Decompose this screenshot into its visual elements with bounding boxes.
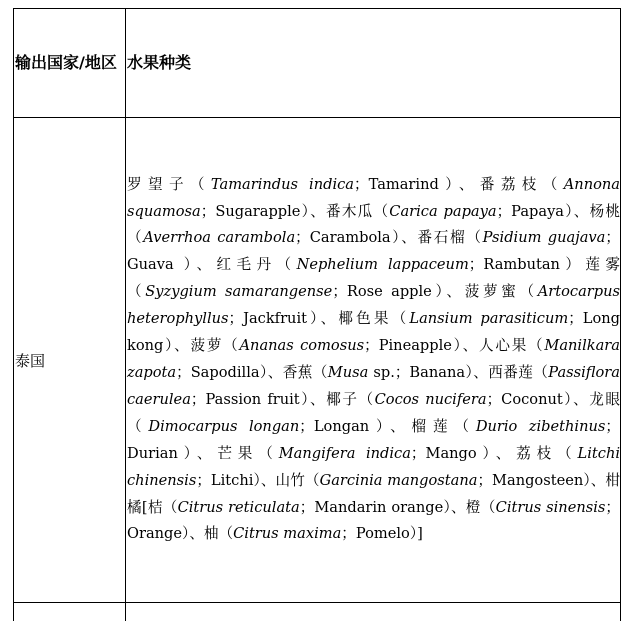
fruit-common-text: ；Pomelo）] <box>341 525 423 542</box>
scientific-name: Dimocarpus longan <box>148 418 299 435</box>
scientific-name: Manilkara zapota <box>127 337 620 381</box>
fruit-common-text: ；Pineapple）、人心果（ <box>364 337 544 354</box>
fruit-common-text: ；Guava ）、红毛丹（ <box>127 229 620 273</box>
fruit-common-text: ；Litchi）、山竹（ <box>196 472 319 489</box>
fruit-common-text: ；Longan）、榴莲（ <box>299 418 476 435</box>
fruit-common-text: ；Papaya）、杨桃（ <box>127 203 620 247</box>
scientific-name: Musa <box>328 364 369 381</box>
fruit-common-text: 罗望子（ <box>127 176 211 193</box>
scientific-name: Citrus reticulata <box>178 499 300 516</box>
scientific-name: Citrus sinensis <box>496 499 606 516</box>
fruit-common-text: ；Mangosteen）、柑橘[桔（ <box>127 472 620 516</box>
fruit-common-text: ；Sapodilla）、香蕉（ <box>176 364 328 381</box>
fruit-list-cell <box>126 603 621 621</box>
table-row <box>14 118 621 603</box>
fruit-common-text: ；Passion fruit）、椰子（ <box>191 391 375 408</box>
header-cell-fruit <box>126 9 621 118</box>
scientific-name: Garcinia mangostana <box>320 472 478 489</box>
fruit-common-text: ；Long kong）、菠萝（ <box>127 310 620 354</box>
scientific-name: Cocos nucifera <box>375 391 487 408</box>
fruit-common-text: ；Mandarin orange）、橙（ <box>300 499 496 516</box>
fruit-common-text: ；Tamarind）、番荔枝（ <box>354 176 564 193</box>
scientific-name: Litchi chinensis <box>127 445 620 489</box>
fruit-common-text: ；Jackfruit）、椰色果（ <box>229 310 410 327</box>
scientific-name: Mangifera indica <box>279 445 411 462</box>
scientific-name: Psidium guajava <box>483 229 606 246</box>
fruit-export-table <box>13 8 621 621</box>
scientific-name: Nephelium lappaceum <box>297 256 469 273</box>
fruit-common-text: ；Coconut）、龙眼（ <box>127 391 620 435</box>
fruit-common-text: sp.；Banana）、西番莲（ <box>368 364 548 381</box>
header-cell-country <box>14 9 126 118</box>
scientific-name: Lansium parasiticum <box>409 310 568 327</box>
scientific-name: Syzygium samarangense <box>145 283 332 300</box>
fruit-common-text: ；Rose apple）、菠萝蜜（ <box>332 283 537 300</box>
fruit-common-text: ；Rambutan）莲雾（ <box>127 256 620 300</box>
scientific-name: Averrhoa carambola <box>143 229 295 246</box>
fruit-list-cell <box>126 118 621 603</box>
scientific-name: Artocarpus heterophyllus <box>127 283 620 327</box>
table-header-row <box>14 9 621 118</box>
table-row <box>14 603 621 621</box>
fruit-common-text: ；Durian）、芒果（ <box>127 418 620 462</box>
scientific-name: Annona squamosa <box>127 176 620 220</box>
scientific-name: Durio zibethinus <box>476 418 606 435</box>
country-cell: 泰国 <box>14 118 126 603</box>
fruit-common-text: ；Mango）、荔枝（ <box>411 445 578 462</box>
header-country-label: 输出国家/地区 <box>14 48 125 78</box>
country-cell <box>14 603 126 621</box>
fruit-common-text: ；Orange）、柚（ <box>127 499 620 543</box>
scientific-name: Passiflora caerulea <box>127 364 620 408</box>
scientific-name: Citrus maxima <box>233 525 341 542</box>
fruit-list-text <box>127 172 620 549</box>
fruit-common-text: ；Carambola）、番石榴（ <box>295 229 482 246</box>
fruit-common-text: ；Sugarapple）、番木瓜（ <box>201 203 390 220</box>
scientific-name: Carica papaya <box>389 203 496 220</box>
header-fruit-label: 水果种类 <box>126 48 620 78</box>
scientific-name: Tamarindus indica <box>211 176 354 193</box>
scientific-name: Ananas comosus <box>240 337 365 354</box>
